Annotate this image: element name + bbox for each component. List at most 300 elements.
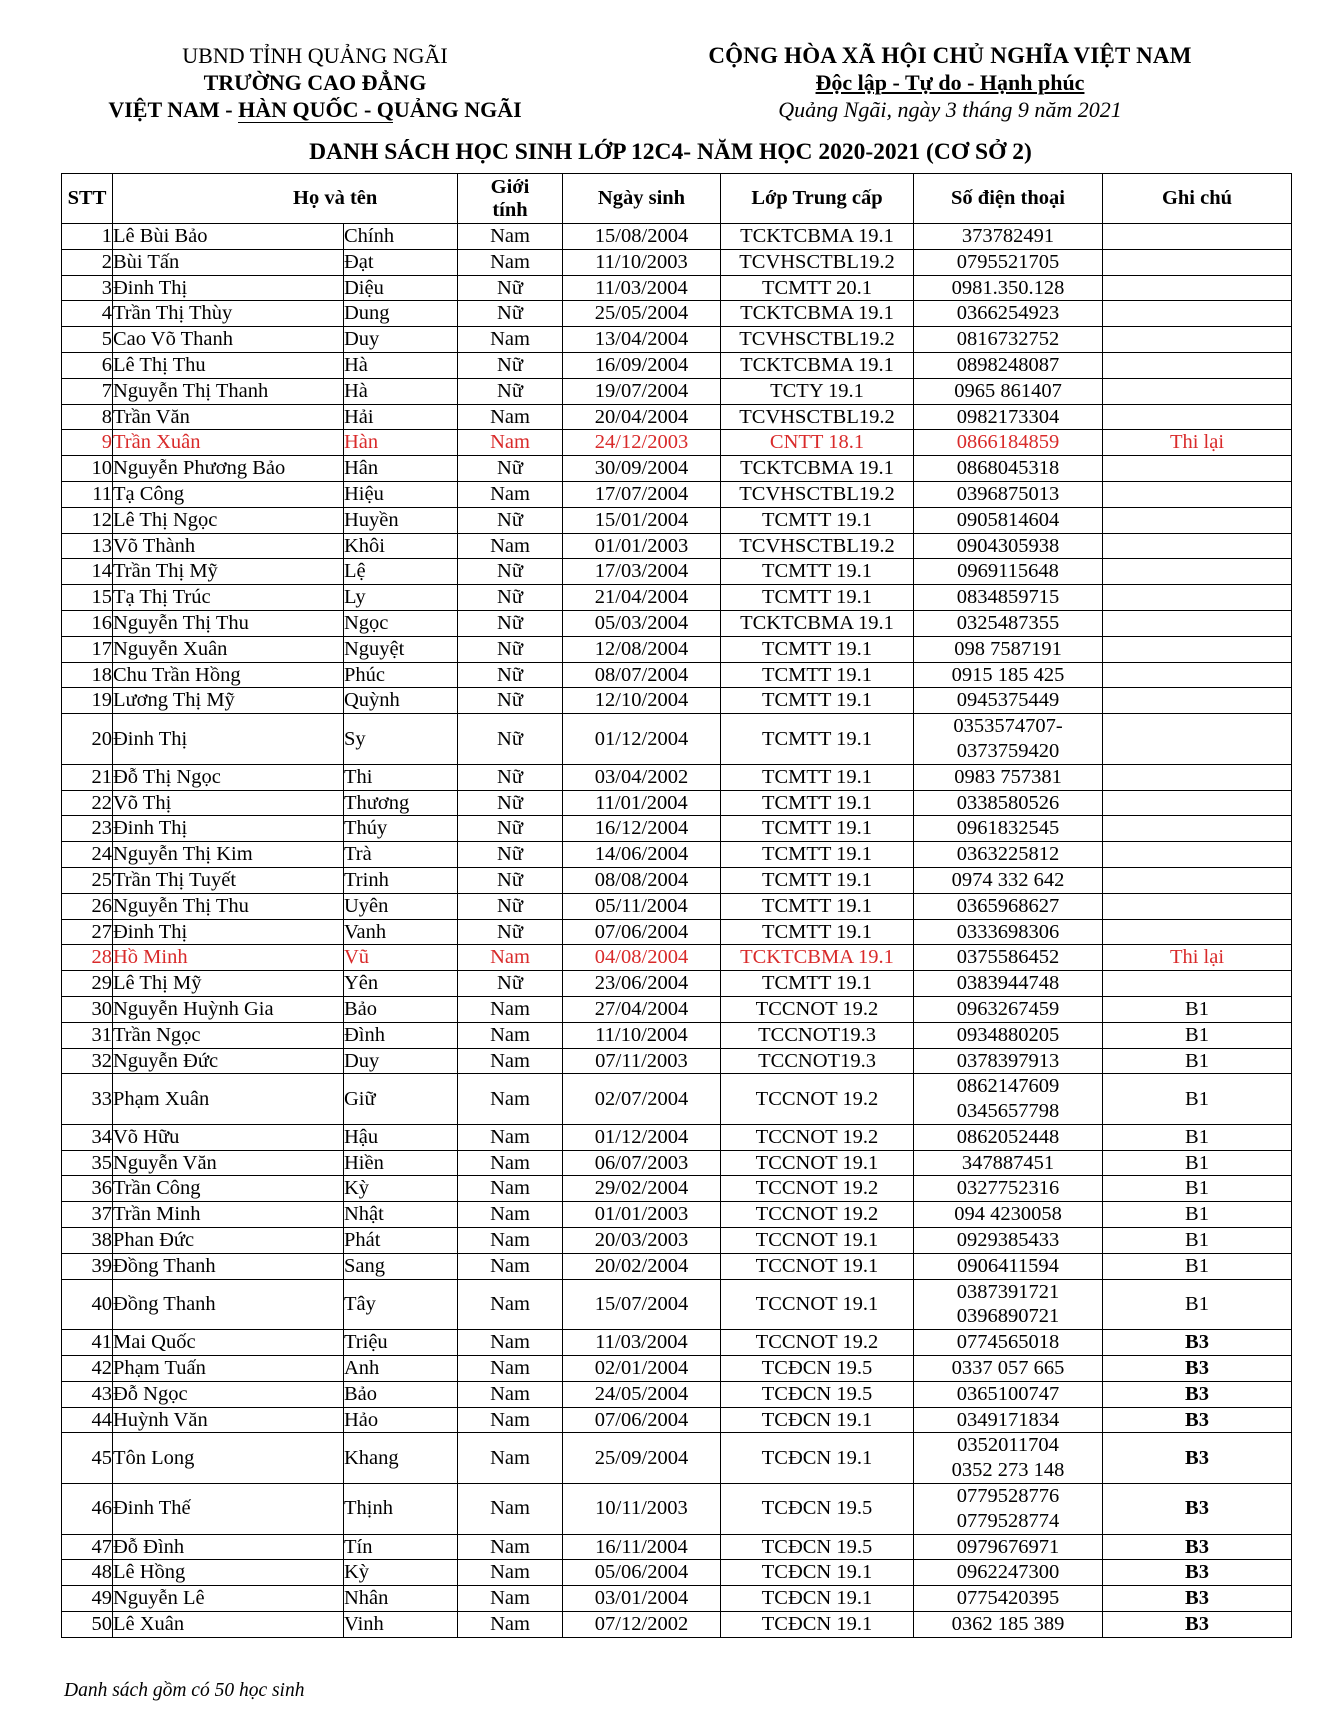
given-name-cell: Bảo — [344, 996, 458, 1022]
note-cell — [1103, 352, 1292, 378]
table-row — [62, 1612, 1292, 1638]
surname-cell: Võ Thị — [113, 790, 344, 816]
gender-cell: Nữ — [458, 816, 563, 842]
stt-cell: 7 — [62, 378, 113, 404]
surname-cell: Nguyễn Thị Thu — [113, 610, 344, 636]
phone-number: 0775420395 — [956, 1587, 1060, 1610]
given-name-cell: Nhật — [344, 1202, 458, 1228]
surname-cell: Phạm Xuân — [113, 1074, 344, 1125]
phone-cell — [914, 1586, 1103, 1612]
gender-cell: Nữ — [458, 971, 563, 997]
stt-cell: 8 — [62, 404, 113, 430]
phone-cell — [914, 1202, 1103, 1228]
class-cell: TCĐCN 19.5 — [721, 1381, 914, 1407]
class-cell: TCMTT 19.1 — [721, 971, 914, 997]
stt-cell: 32 — [62, 1048, 113, 1074]
stt-cell: 35 — [62, 1150, 113, 1176]
surname-cell: Nguyễn Thị Thu — [113, 893, 344, 919]
gender-cell: Nam — [458, 404, 563, 430]
table-row — [62, 1534, 1292, 1560]
note-cell: B3 — [1103, 1560, 1292, 1586]
note-cell: Thi lại — [1103, 945, 1292, 971]
table-row — [62, 301, 1292, 327]
surname-cell: Trần Xuân — [113, 430, 344, 456]
note-cell — [1103, 533, 1292, 559]
phone-number: 0383944748 — [956, 972, 1060, 995]
phone-cell — [914, 867, 1103, 893]
note-cell — [1103, 275, 1292, 301]
dob-cell: 27/04/2004 — [563, 996, 721, 1022]
dob-cell: 07/12/2002 — [563, 1612, 721, 1638]
stt-cell: 17 — [62, 636, 113, 662]
phone-number: 0373759420 — [956, 739, 1060, 762]
table-row — [62, 610, 1292, 636]
note-cell — [1103, 481, 1292, 507]
given-name-cell: Vinh — [344, 1612, 458, 1638]
surname-cell: Đỗ Thị Ngọc — [113, 764, 344, 790]
given-name-cell: Phúc — [344, 662, 458, 688]
surname-cell: Trần Minh — [113, 1202, 344, 1228]
school-name-line2: VIỆT NAM - HÀN QUỐC - QUẢNG NGÃI — [108, 97, 522, 122]
surname-cell: Đinh Thị — [113, 816, 344, 842]
gender-cell: Nam — [458, 1202, 563, 1228]
gender-cell: Nữ — [458, 842, 563, 868]
class-cell: TCMTT 19.1 — [721, 559, 914, 585]
stt-cell: 38 — [62, 1228, 113, 1254]
phone-cell — [914, 301, 1103, 327]
dob-cell: 05/03/2004 — [563, 610, 721, 636]
dob-cell: 13/04/2004 — [563, 327, 721, 353]
phone-cell — [914, 996, 1103, 1022]
stt-cell: 39 — [62, 1253, 113, 1279]
class-cell: TCĐCN 19.1 — [721, 1433, 914, 1484]
phone-cell — [914, 764, 1103, 790]
gender-cell: Nữ — [458, 790, 563, 816]
phone-cell — [914, 275, 1103, 301]
phone-cell — [914, 1176, 1103, 1202]
note-cell: B3 — [1103, 1586, 1292, 1612]
stt-cell: 16 — [62, 610, 113, 636]
table-row — [62, 1330, 1292, 1356]
note-cell — [1103, 636, 1292, 662]
phone-cell — [914, 1124, 1103, 1150]
province-committee: UBND TỈNH QUẢNG NGÃI — [182, 43, 448, 68]
table-row — [62, 1560, 1292, 1586]
dob-cell: 06/07/2003 — [563, 1150, 721, 1176]
table-row — [62, 1433, 1292, 1484]
given-name-cell: Thúy — [344, 816, 458, 842]
given-name-cell: Sy — [344, 714, 458, 765]
note-cell — [1103, 507, 1292, 533]
surname-cell: Tạ Công — [113, 481, 344, 507]
stt-cell: 26 — [62, 893, 113, 919]
phone-number: 0375586452 — [956, 946, 1060, 969]
table-row — [62, 996, 1292, 1022]
table-row — [62, 816, 1292, 842]
note-cell: Thi lại — [1103, 430, 1292, 456]
note-cell: B1 — [1103, 1253, 1292, 1279]
class-cell: TCCNOT 19.1 — [721, 1253, 914, 1279]
dob-cell: 11/03/2004 — [563, 275, 721, 301]
phone-cell — [914, 1228, 1103, 1254]
given-name-cell: Duy — [344, 1048, 458, 1074]
dob-cell: 08/07/2004 — [563, 662, 721, 688]
given-name-cell: Vũ — [344, 945, 458, 971]
note-cell — [1103, 714, 1292, 765]
given-name-cell: Hiền — [344, 1150, 458, 1176]
gender-cell: Nữ — [458, 893, 563, 919]
phone-cell — [914, 249, 1103, 275]
class-cell: TCKTCBMA 19.1 — [721, 610, 914, 636]
table-row — [62, 1228, 1292, 1254]
phone-number: 0333698306 — [956, 920, 1060, 943]
class-cell: TCMTT 19.1 — [721, 688, 914, 714]
gender-cell: Nữ — [458, 714, 563, 765]
gender-cell: Nam — [458, 1048, 563, 1074]
phone-number: 0981.350.128 — [951, 276, 1065, 299]
phone-number: 0779528776 — [956, 1485, 1060, 1508]
dob-cell: 17/07/2004 — [563, 481, 721, 507]
table-row — [62, 842, 1292, 868]
stt-cell: 24 — [62, 842, 113, 868]
stt-cell: 9 — [62, 430, 113, 456]
table-row — [62, 1407, 1292, 1433]
surname-cell: Nguyễn Xuân — [113, 636, 344, 662]
class-cell: TCĐCN 19.5 — [721, 1356, 914, 1382]
dob-cell: 19/07/2004 — [563, 378, 721, 404]
phone-number: 0349171834 — [956, 1408, 1060, 1431]
phone-cell — [914, 1074, 1103, 1125]
table-row — [62, 1022, 1292, 1048]
table-row — [62, 404, 1292, 430]
stt-cell: 25 — [62, 867, 113, 893]
given-name-cell: Phát — [344, 1228, 458, 1254]
table-row — [62, 636, 1292, 662]
phone-number: 0904305938 — [956, 534, 1060, 557]
gender-cell: Nam — [458, 1586, 563, 1612]
phone-cell — [914, 533, 1103, 559]
surname-cell: Tạ Thị Trúc — [113, 585, 344, 611]
phone-number: 0345657798 — [956, 1100, 1060, 1123]
table-row — [62, 714, 1292, 765]
gender-cell: Nam — [458, 1612, 563, 1638]
table-row — [62, 275, 1292, 301]
note-cell — [1103, 816, 1292, 842]
table-header-row — [62, 174, 1292, 224]
phone-cell — [914, 893, 1103, 919]
phone-number: 0906411594 — [957, 1254, 1059, 1277]
given-name-cell: Ngọc — [344, 610, 458, 636]
gender-cell: Nữ — [458, 662, 563, 688]
note-cell — [1103, 327, 1292, 353]
gender-cell: Nam — [458, 533, 563, 559]
note-cell — [1103, 249, 1292, 275]
given-name-cell: Nhân — [344, 1586, 458, 1612]
dob-cell: 25/05/2004 — [563, 301, 721, 327]
stt-cell: 15 — [62, 585, 113, 611]
phone-number: 0365968627 — [956, 894, 1060, 917]
class-cell: TCVHSCTBL19.2 — [721, 481, 914, 507]
stt-cell: 50 — [62, 1612, 113, 1638]
gender-cell: Nữ — [458, 301, 563, 327]
surname-cell: Nguyễn Huỳnh Gia — [113, 996, 344, 1022]
note-cell — [1103, 790, 1292, 816]
phone-cell — [914, 585, 1103, 611]
class-cell: TCĐCN 19.5 — [721, 1484, 914, 1535]
dob-cell: 07/11/2003 — [563, 1048, 721, 1074]
phone-number: 094 4230058 — [954, 1203, 1062, 1226]
dob-cell: 01/01/2003 — [563, 1202, 721, 1228]
given-name-cell: Huyền — [344, 507, 458, 533]
class-cell: TCKTCBMA 19.1 — [721, 224, 914, 250]
stt-cell: 44 — [62, 1407, 113, 1433]
stt-cell: 14 — [62, 559, 113, 585]
class-cell: TCMTT 19.1 — [721, 714, 914, 765]
class-cell: CNTT 18.1 — [721, 430, 914, 456]
surname-cell: Nguyễn Thị Thanh — [113, 378, 344, 404]
surname-cell: Lê Thị Mỹ — [113, 971, 344, 997]
note-cell — [1103, 919, 1292, 945]
dob-cell: 01/01/2003 — [563, 533, 721, 559]
stt-cell: 2 — [62, 249, 113, 275]
surname-cell: Nguyễn Đức — [113, 1048, 344, 1074]
stt-cell: 18 — [62, 662, 113, 688]
table-row — [62, 1176, 1292, 1202]
phone-number: 0866184859 — [956, 431, 1060, 454]
surname-cell: Nguyễn Phương Bảo — [113, 456, 344, 482]
stt-cell: 20 — [62, 714, 113, 765]
class-cell: TCVHSCTBL19.2 — [721, 249, 914, 275]
given-name-cell: Anh — [344, 1356, 458, 1382]
issuer-header — [75, 42, 555, 123]
table-row — [62, 585, 1292, 611]
note-cell — [1103, 585, 1292, 611]
given-name-cell: Hà — [344, 352, 458, 378]
given-name-cell: Hải — [344, 404, 458, 430]
phone-cell — [914, 456, 1103, 482]
gender-cell: Nam — [458, 481, 563, 507]
gender-cell: Nữ — [458, 610, 563, 636]
note-cell — [1103, 971, 1292, 997]
given-name-cell: Quỳnh — [344, 688, 458, 714]
class-cell: TCCNOT19.3 — [721, 1022, 914, 1048]
given-name-cell: Thịnh — [344, 1484, 458, 1535]
surname-cell: Lê Hồng — [113, 1560, 344, 1586]
phone-cell — [914, 1150, 1103, 1176]
phone-number: 373782491 — [961, 225, 1055, 247]
gender-cell: Nam — [458, 1407, 563, 1433]
phone-number: 0352011704 — [957, 1434, 1059, 1457]
note-cell: B1 — [1103, 1124, 1292, 1150]
footer-summary: Danh sách gồm có 50 học sinh — [64, 1680, 305, 1701]
surname-cell: Phạm Tuấn — [113, 1356, 344, 1382]
class-cell: TCCNOT 19.1 — [721, 1228, 914, 1254]
gender-cell: Nam — [458, 1022, 563, 1048]
table-row — [62, 1202, 1292, 1228]
surname-cell: Đỗ Đình — [113, 1534, 344, 1560]
school-name-line1: TRƯỜNG CAO ĐẲNG — [203, 70, 427, 95]
dob-cell: 15/07/2004 — [563, 1279, 721, 1330]
gender-cell: Nam — [458, 224, 563, 250]
given-name-cell: Tây — [344, 1279, 458, 1330]
phone-cell — [914, 430, 1103, 456]
phone-number: 0934880205 — [956, 1023, 1060, 1046]
surname-cell: Huỳnh Văn — [113, 1407, 344, 1433]
note-cell — [1103, 301, 1292, 327]
phone-cell — [914, 327, 1103, 353]
dob-cell: 11/10/2004 — [563, 1022, 721, 1048]
stt-cell: 30 — [62, 996, 113, 1022]
phone-cell — [914, 352, 1103, 378]
phone-number: 0795521705 — [956, 250, 1060, 273]
surname-cell: Trần Ngọc — [113, 1022, 344, 1048]
phone-number: 0961832545 — [956, 817, 1060, 840]
dob-cell: 21/04/2004 — [563, 585, 721, 611]
stt-cell: 36 — [62, 1176, 113, 1202]
given-name-cell: Uyên — [344, 893, 458, 919]
phone-cell — [914, 1381, 1103, 1407]
gender-cell: Nam — [458, 1253, 563, 1279]
class-cell: TCKTCBMA 19.1 — [721, 945, 914, 971]
note-cell: B1 — [1103, 1228, 1292, 1254]
note-cell — [1103, 867, 1292, 893]
phone-cell — [914, 662, 1103, 688]
phone-number: 0338580526 — [956, 791, 1060, 814]
table-row — [62, 662, 1292, 688]
given-name-cell: Ly — [344, 585, 458, 611]
given-name-cell: Hậu — [344, 1124, 458, 1150]
dob-cell: 10/11/2003 — [563, 1484, 721, 1535]
phone-cell — [914, 1484, 1103, 1535]
phone-number: 0352 273 148 — [951, 1459, 1065, 1482]
note-cell: B3 — [1103, 1356, 1292, 1382]
dob-cell: 05/06/2004 — [563, 1560, 721, 1586]
stt-cell: 13 — [62, 533, 113, 559]
note-cell: B3 — [1103, 1612, 1292, 1638]
header-note: Ghi chú — [1103, 174, 1292, 224]
table-row — [62, 945, 1292, 971]
phone-cell — [914, 816, 1103, 842]
stt-cell: 6 — [62, 352, 113, 378]
gender-cell: Nữ — [458, 919, 563, 945]
stt-cell: 10 — [62, 456, 113, 482]
phone-cell — [914, 559, 1103, 585]
given-name-cell: Thương — [344, 790, 458, 816]
stt-cell: 37 — [62, 1202, 113, 1228]
dob-cell: 20/04/2004 — [563, 404, 721, 430]
note-cell — [1103, 688, 1292, 714]
phone-number: 0905814604 — [956, 508, 1060, 531]
class-cell: TCVHSCTBL19.2 — [721, 404, 914, 430]
given-name-cell: Trà — [344, 842, 458, 868]
phone-number: 0325487355 — [956, 611, 1060, 634]
header-class: Lớp Trung cấp — [721, 174, 914, 224]
table-row — [62, 1381, 1292, 1407]
phone-number: 0774565018 — [956, 1331, 1060, 1354]
table-row — [62, 764, 1292, 790]
dob-cell: 15/08/2004 — [563, 224, 721, 250]
gender-cell: Nữ — [458, 585, 563, 611]
phone-number: 0962247300 — [956, 1561, 1060, 1584]
phone-number: 347887451 — [961, 1151, 1055, 1174]
dob-cell: 07/06/2004 — [563, 1407, 721, 1433]
class-cell: TCMTT 19.1 — [721, 662, 914, 688]
class-cell: TCCNOT 19.2 — [721, 1202, 914, 1228]
dob-cell: 24/05/2004 — [563, 1381, 721, 1407]
phone-number: 0779528774 — [956, 1509, 1060, 1532]
class-cell: TCMTT 19.1 — [721, 893, 914, 919]
surname-cell: Đỗ Ngọc — [113, 1381, 344, 1407]
surname-cell: Trần Văn — [113, 404, 344, 430]
dob-cell: 05/11/2004 — [563, 893, 721, 919]
phone-number: 0365100747 — [956, 1382, 1060, 1405]
class-cell: TCMTT 19.1 — [721, 842, 914, 868]
stt-cell: 34 — [62, 1124, 113, 1150]
note-cell — [1103, 559, 1292, 585]
given-name-cell: Vanh — [344, 919, 458, 945]
phone-number: 098 7587191 — [954, 637, 1062, 660]
phone-cell — [914, 1048, 1103, 1074]
class-cell: TCCNOT 19.1 — [721, 1279, 914, 1330]
class-cell: TCMTT 19.1 — [721, 867, 914, 893]
phone-cell — [914, 790, 1103, 816]
document-title: DANH SÁCH HỌC SINH LỚP 12C4- NĂM HỌC 2020-2021 (CƠ SỞ 2) — [309, 139, 1032, 165]
stt-cell: 48 — [62, 1560, 113, 1586]
class-cell: TCĐCN 19.1 — [721, 1586, 914, 1612]
class-cell: TCMTT 19.1 — [721, 790, 914, 816]
surname-cell: Trần Thị Mỹ — [113, 559, 344, 585]
stt-cell: 19 — [62, 688, 113, 714]
surname-cell: Đinh Thế — [113, 1484, 344, 1535]
phone-cell — [914, 1534, 1103, 1560]
gender-cell: Nam — [458, 327, 563, 353]
phone-cell — [914, 481, 1103, 507]
table-row — [62, 1048, 1292, 1074]
dob-cell: 01/12/2004 — [563, 1124, 721, 1150]
table-row — [62, 507, 1292, 533]
note-cell — [1103, 842, 1292, 868]
phone-number: 0378397913 — [956, 1049, 1060, 1072]
dob-cell: 02/07/2004 — [563, 1074, 721, 1125]
phone-cell — [914, 919, 1103, 945]
given-name-cell: Chính — [344, 224, 458, 250]
phone-number: 0363225812 — [956, 843, 1060, 866]
note-cell: B1 — [1103, 1022, 1292, 1048]
gender-cell: Nam — [458, 1560, 563, 1586]
class-cell: TCMTT 19.1 — [721, 636, 914, 662]
given-name-cell: Hảo — [344, 1407, 458, 1433]
dob-cell: 01/12/2004 — [563, 714, 721, 765]
given-name-cell: Hà — [344, 378, 458, 404]
phone-number: 0868045318 — [956, 457, 1060, 480]
surname-cell: Nguyễn Thị Kim — [113, 842, 344, 868]
phone-cell — [914, 1433, 1103, 1484]
note-cell — [1103, 224, 1292, 250]
gender-cell: Nam — [458, 249, 563, 275]
class-cell: TCĐCN 19.5 — [721, 1534, 914, 1560]
class-cell: TCCNOT 19.2 — [721, 1330, 914, 1356]
stt-cell: 41 — [62, 1330, 113, 1356]
phone-cell — [914, 404, 1103, 430]
gender-cell: Nữ — [458, 507, 563, 533]
header-phone: Số điện thoại — [914, 174, 1103, 224]
table-row — [62, 1279, 1292, 1330]
stt-cell: 42 — [62, 1356, 113, 1382]
given-name-cell: Hiệu — [344, 481, 458, 507]
phone-cell — [914, 1022, 1103, 1048]
surname-cell: Đinh Thị — [113, 919, 344, 945]
phone-cell — [914, 1330, 1103, 1356]
